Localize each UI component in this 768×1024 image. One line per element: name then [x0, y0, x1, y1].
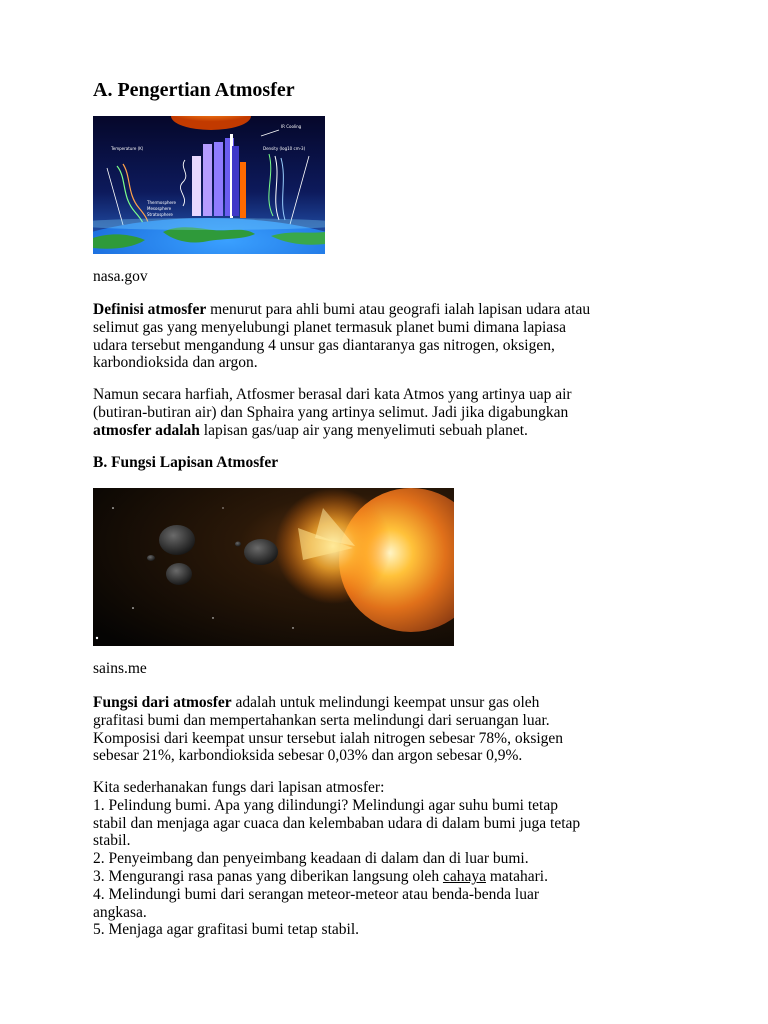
list-item: stabil dan menjaga agar cuaca dan kelembaban udara di dalam bumi juga tetap	[93, 814, 581, 832]
paragraph-line: udara tersebut mengandung 4 unsur gas diantaranya gas nitrogen, oksigen,	[93, 336, 555, 354]
heading-b: B. Fungsi Lapisan Atmosfer	[93, 454, 279, 471]
list-item: 4. Melindungi bumi dari serangan meteor-meteor atau benda-benda luar	[93, 885, 540, 903]
list-item: stabil.	[93, 832, 131, 850]
function-list	[93, 779, 693, 939]
list-intro: Kita sederhanakan fungs dari lapisan atmosfer:	[93, 779, 385, 796]
diagram-label-thermo: Thermosphere	[147, 200, 176, 205]
heading-a: A. Pengertian Atmosfer	[93, 79, 295, 101]
paragraph-definition	[93, 301, 693, 372]
list-item: 1. Pelindung bumi. Apa yang dilindungi? Melindungi agar suhu bumi tetap	[93, 796, 558, 814]
bold-term: Fungsi dari atmosfer	[93, 694, 232, 711]
list-item: 2. Penyeimbang dan penyeimbang keadaan di dalam dan di luar bumi.	[93, 850, 529, 868]
paragraph-line	[93, 694, 693, 712]
atmosphere-diagram-image	[93, 116, 325, 254]
list-item: 5. Menjaga agar grafitasi bumi tetap stabil.	[93, 921, 359, 939]
bold-term: Definisi atmosfer	[93, 301, 207, 318]
paragraph-line: Komposisi dari keempat unsur tersebut ialah nitrogen sebesar 78%, oksigen	[93, 729, 564, 747]
diagram-label-ir: IR Cooling	[281, 124, 302, 129]
space-scene-svg	[93, 488, 454, 646]
paragraph-line	[93, 422, 693, 440]
paragraph-line: (butiran-butiran air) dan Sphaira yang artinya selimut. Jadi jika digabungkan	[93, 403, 569, 421]
text-span: 3. Mengurangi rasa panas yang diberikan langsung oleh	[93, 867, 443, 885]
paragraph-line: selimut gas yang menyelubungi planet termasuk planet bumi dimana lapiasa	[93, 318, 567, 336]
diagram-label-density: Density (log10 cm-3)	[263, 146, 306, 151]
list-item	[93, 868, 693, 886]
bold-term: atmosfer adalah	[93, 421, 200, 439]
paragraph-line: grafitasi bumi dan mempertahankan serta melindungi dari seruangan luar.	[93, 711, 550, 729]
sun-asteroids-image	[93, 488, 454, 646]
paragraph-line: sebesar 21%, karbondioksida sebesar 0,03% dan argon sebesar 0,9%.	[93, 747, 523, 765]
cahaya-link[interactable]: cahaya	[442, 867, 486, 885]
paragraph-line: karbondioksida dan argon.	[93, 354, 258, 372]
atmosphere-diagram-svg	[93, 116, 325, 254]
text-span: matahari.	[485, 867, 548, 885]
list-item: angkasa.	[93, 903, 147, 921]
paragraph-etymology	[93, 386, 693, 439]
diagram-label-strato: Stratosphere	[147, 212, 173, 217]
diagram-label-temp: Temperature (K)	[111, 146, 144, 151]
text-span: menurut para ahli bumi atau geografi ialah lapisan udara atau	[206, 301, 591, 318]
image-caption-sains: sains.me	[93, 660, 147, 677]
text-span: adalah untuk melindungi keempat unsur gas oleh	[231, 694, 540, 711]
text-span: lapisan gas/uap air yang menyelimuti sebuah planet.	[199, 421, 528, 439]
paragraph-line: Namun secara harfiah, Atfosmer berasal dari kata Atmos yang artinya uap air	[93, 386, 572, 403]
paragraph-line	[93, 301, 693, 319]
image-caption-nasa: nasa.gov	[93, 268, 148, 285]
paragraph-function	[93, 694, 693, 765]
diagram-label-meso: Mesosphere	[147, 206, 172, 211]
